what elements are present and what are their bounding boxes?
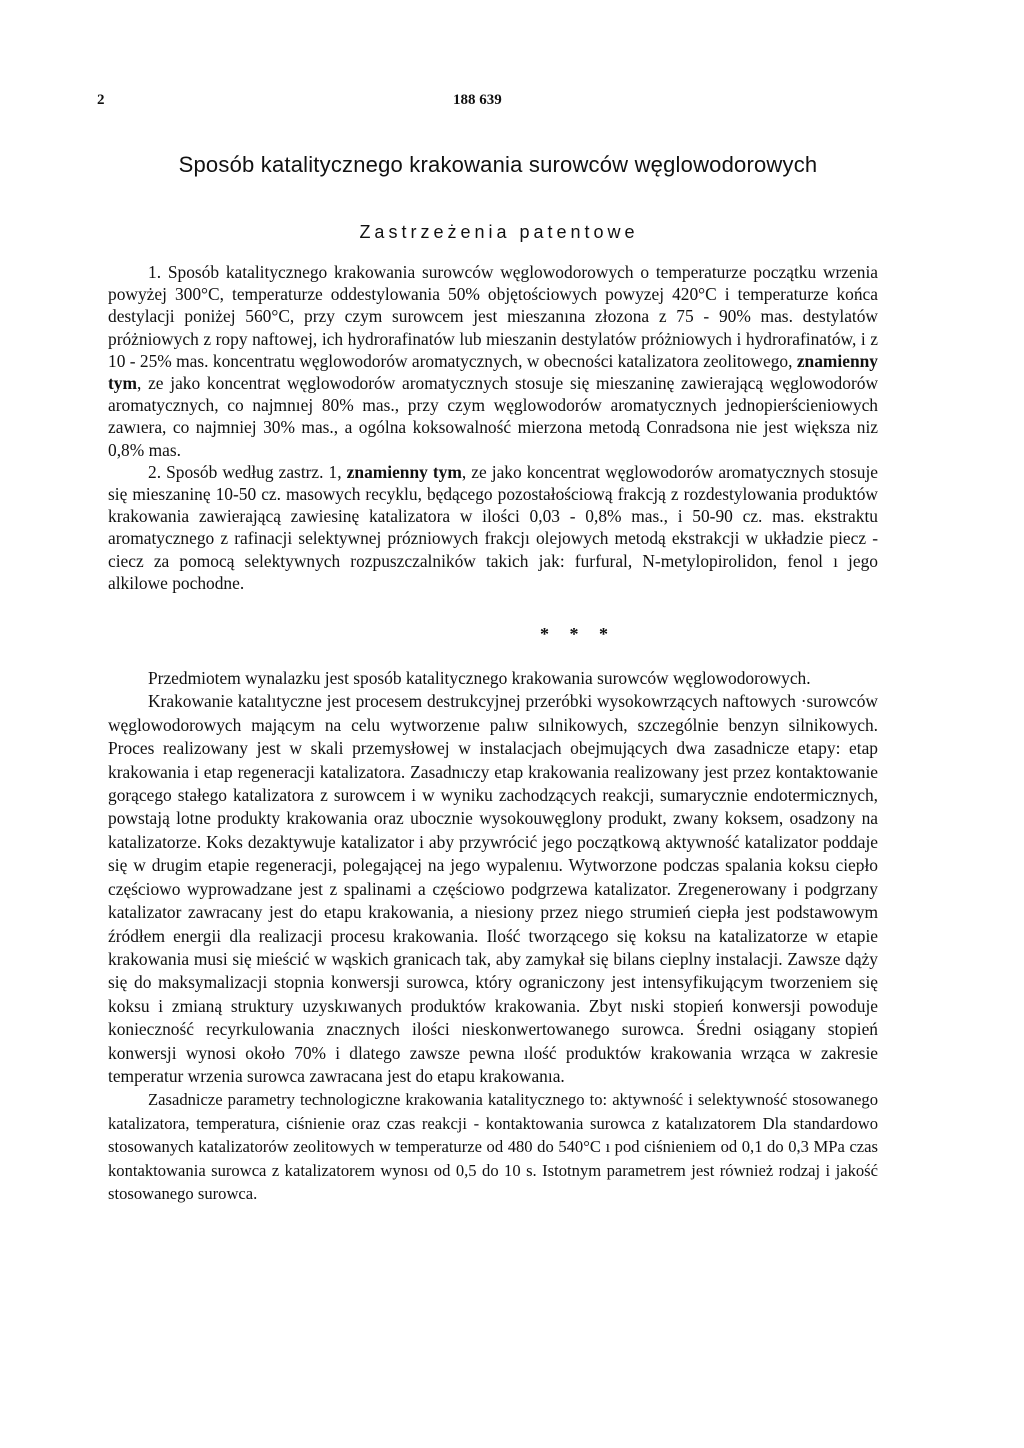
- claim-1-text-after: , ze jako koncentrat węglowodorów aromatycznych stosuje się mieszaninę zawierającą węglowodorów aromatycznych, co najmnıej 80% mas., przy czym węglowodorów aromatycznych jednopierścieniowych zawıera, co najmniej 30% mas., a ogólna koksowalność mierzona metodą Conradsona nie jest większa niz 0,8% mas.: [108, 373, 878, 460]
- description-paragraph-2: Krakowanie katalıtyczne jest procesem destrukcyjnej przeróbki wysokowrzących naftowych ·surowców węglowodorowych mającym na celu wytworzenıe palıw sılnikowych, szczególnie benzyn silnikowych. Proces realizowany jest w skali przemysłowej w instalacjach obejmujących dwa zasadnicze etapy: etap krakowania i etap regeneracji katalizatora. Zasadnıczy etap krakowania realizowany jest przez kontaktowanie gorącego stałego katalizatora z surowcem i w wyniku zachodzących reakcji, sumarycznie endotermicznych, powstają lotne produkty krakowania oraz ubocznie wysokouwęglony produkt, zwany koksem, osadzony na katalizatorze. Koks dezaktywuje katalizator i aby przywrócić jego początkową aktywność katalizator poddaje się w drugim etapie regeneracji, polegającej na jego wypalenıu. Wytworzone podczas spalania koksu ciepło częściowo wyprowadzane jest z spalinami a częściowo podgrzewa katalizator. Zregenerowany i podgrzany katalizator zawracany jest do etapu krakowania, a niesiony przez niego strumień ciepła jest podstawowym źródłem energii dla realizacji procesu krakowania. Ilość tworzącego się koksu na katalizatorze w etapie krakowania musi się mieścić w wąskich granicach tak, aby zamykał się bilans cieplny instalacji. Zawsze dąży się do maksymalizacji stopnia konwersji surowca, który ograniczony jest intensyfikującym tworzeniem się koksu i zmianą struktury uzyskıwanych produktów krakowania. Zbyt nıski stopień konwersji powoduje konieczność recyrkulowania znacznych ilości nieskonwertowanego surowca. Średni osiągany stopień konwersji wynosi około 70% i dlatego zawsze pewna ılość produktów krakowania wrząca w zakresie temperatur wrzenia surowca zawracana jest do etapu krakowanıa.: [108, 691, 878, 1086]
- claim-1-text-before: 1. Sposób katalitycznego krakowania surowców węglowodorowych o temperaturze początku wrzenia powyżej 300°C, temperaturze oddestylowania 50% objętościowych powyzej 420°C i temperaturze końca destylacji poniżej 560°C, przy czym surowcem jest mieszanına złozona z 75 - 90% mas. destylatów próżniowych z ropy naftowej, ich hydrorafinatów lub mieszanin destylatów próżniowych i hydrorafinatów, i z 10 - 25% mas. koncentratu węglowodorów aromatycznych, w obecności katalizatora zeolitowego,: [108, 262, 878, 371]
- page-number: 2: [97, 92, 105, 108]
- claim-1-emphasis: znamienny tym: [108, 350, 878, 394]
- document-page: [97, 92, 878, 1205]
- claim-1: [108, 261, 878, 461]
- document-title: Sposób katalitycznego krakowania surowców węglowodorowych: [178, 152, 818, 177]
- claims-heading: Zastrzeżenia patentowe: [359, 222, 639, 242]
- claim-2-text-after: , ze jako koncentrat węglowodorów aromatycznych stosuje się mieszaninę 10-50 cz. masowych recyklu, będącego pozostałościową frakcją z rozdestylowania produktów krakowania zawierającą zawiesinę katalizatora w ilości 0,03 - 0,8% mas., i 50-90 cz. mas. ekstraktu aromatycznego z rafinacji selektywnej prózniowych frakcjı olejowych metodą ekstrakcji w układzie piecz - ciecz za pomocą selektywnych rozpuszczalników takich jak: furfural, N-metylopirolidon, fenol ı jego alkilowe pochodne.: [108, 461, 878, 593]
- document-number: 188 639: [453, 92, 502, 108]
- claim-2-text-before: 2. Sposób według zastrz. 1,: [148, 461, 342, 482]
- description-paragraph-1: Przedmiotem wynalazku jest sposób katalitycznego krakowania surowców węglowodorowych.: [148, 668, 811, 689]
- description-section: [108, 667, 878, 1205]
- description-paragraph-3: Zasadnicze parametry technologiczne krakowania katalitycznego to: aktywność i selektywność stosowanego katalizatora, temperatura, ciśnienie oraz czas reakcji - kontaktowania surowca z katalızatorem Dla standardowo stosowanych katalizatorów zeolitowych w temperaturze od 480 do 540°C ı pod ciśnieniem od 0,1 do 0,3 MPa czas kontaktowania surowca z katalizatorem wynosı od 0,5 do 10 s. Istotnym parametrem jest również rodzaj i jakość stosowanego surowca.: [108, 1090, 878, 1203]
- page-header: [97, 92, 878, 122]
- claims-section: [108, 261, 878, 594]
- claim-2-emphasis: znamienny tym: [346, 461, 462, 482]
- claim-2: [108, 461, 878, 594]
- section-separator: * * *: [540, 624, 616, 645]
